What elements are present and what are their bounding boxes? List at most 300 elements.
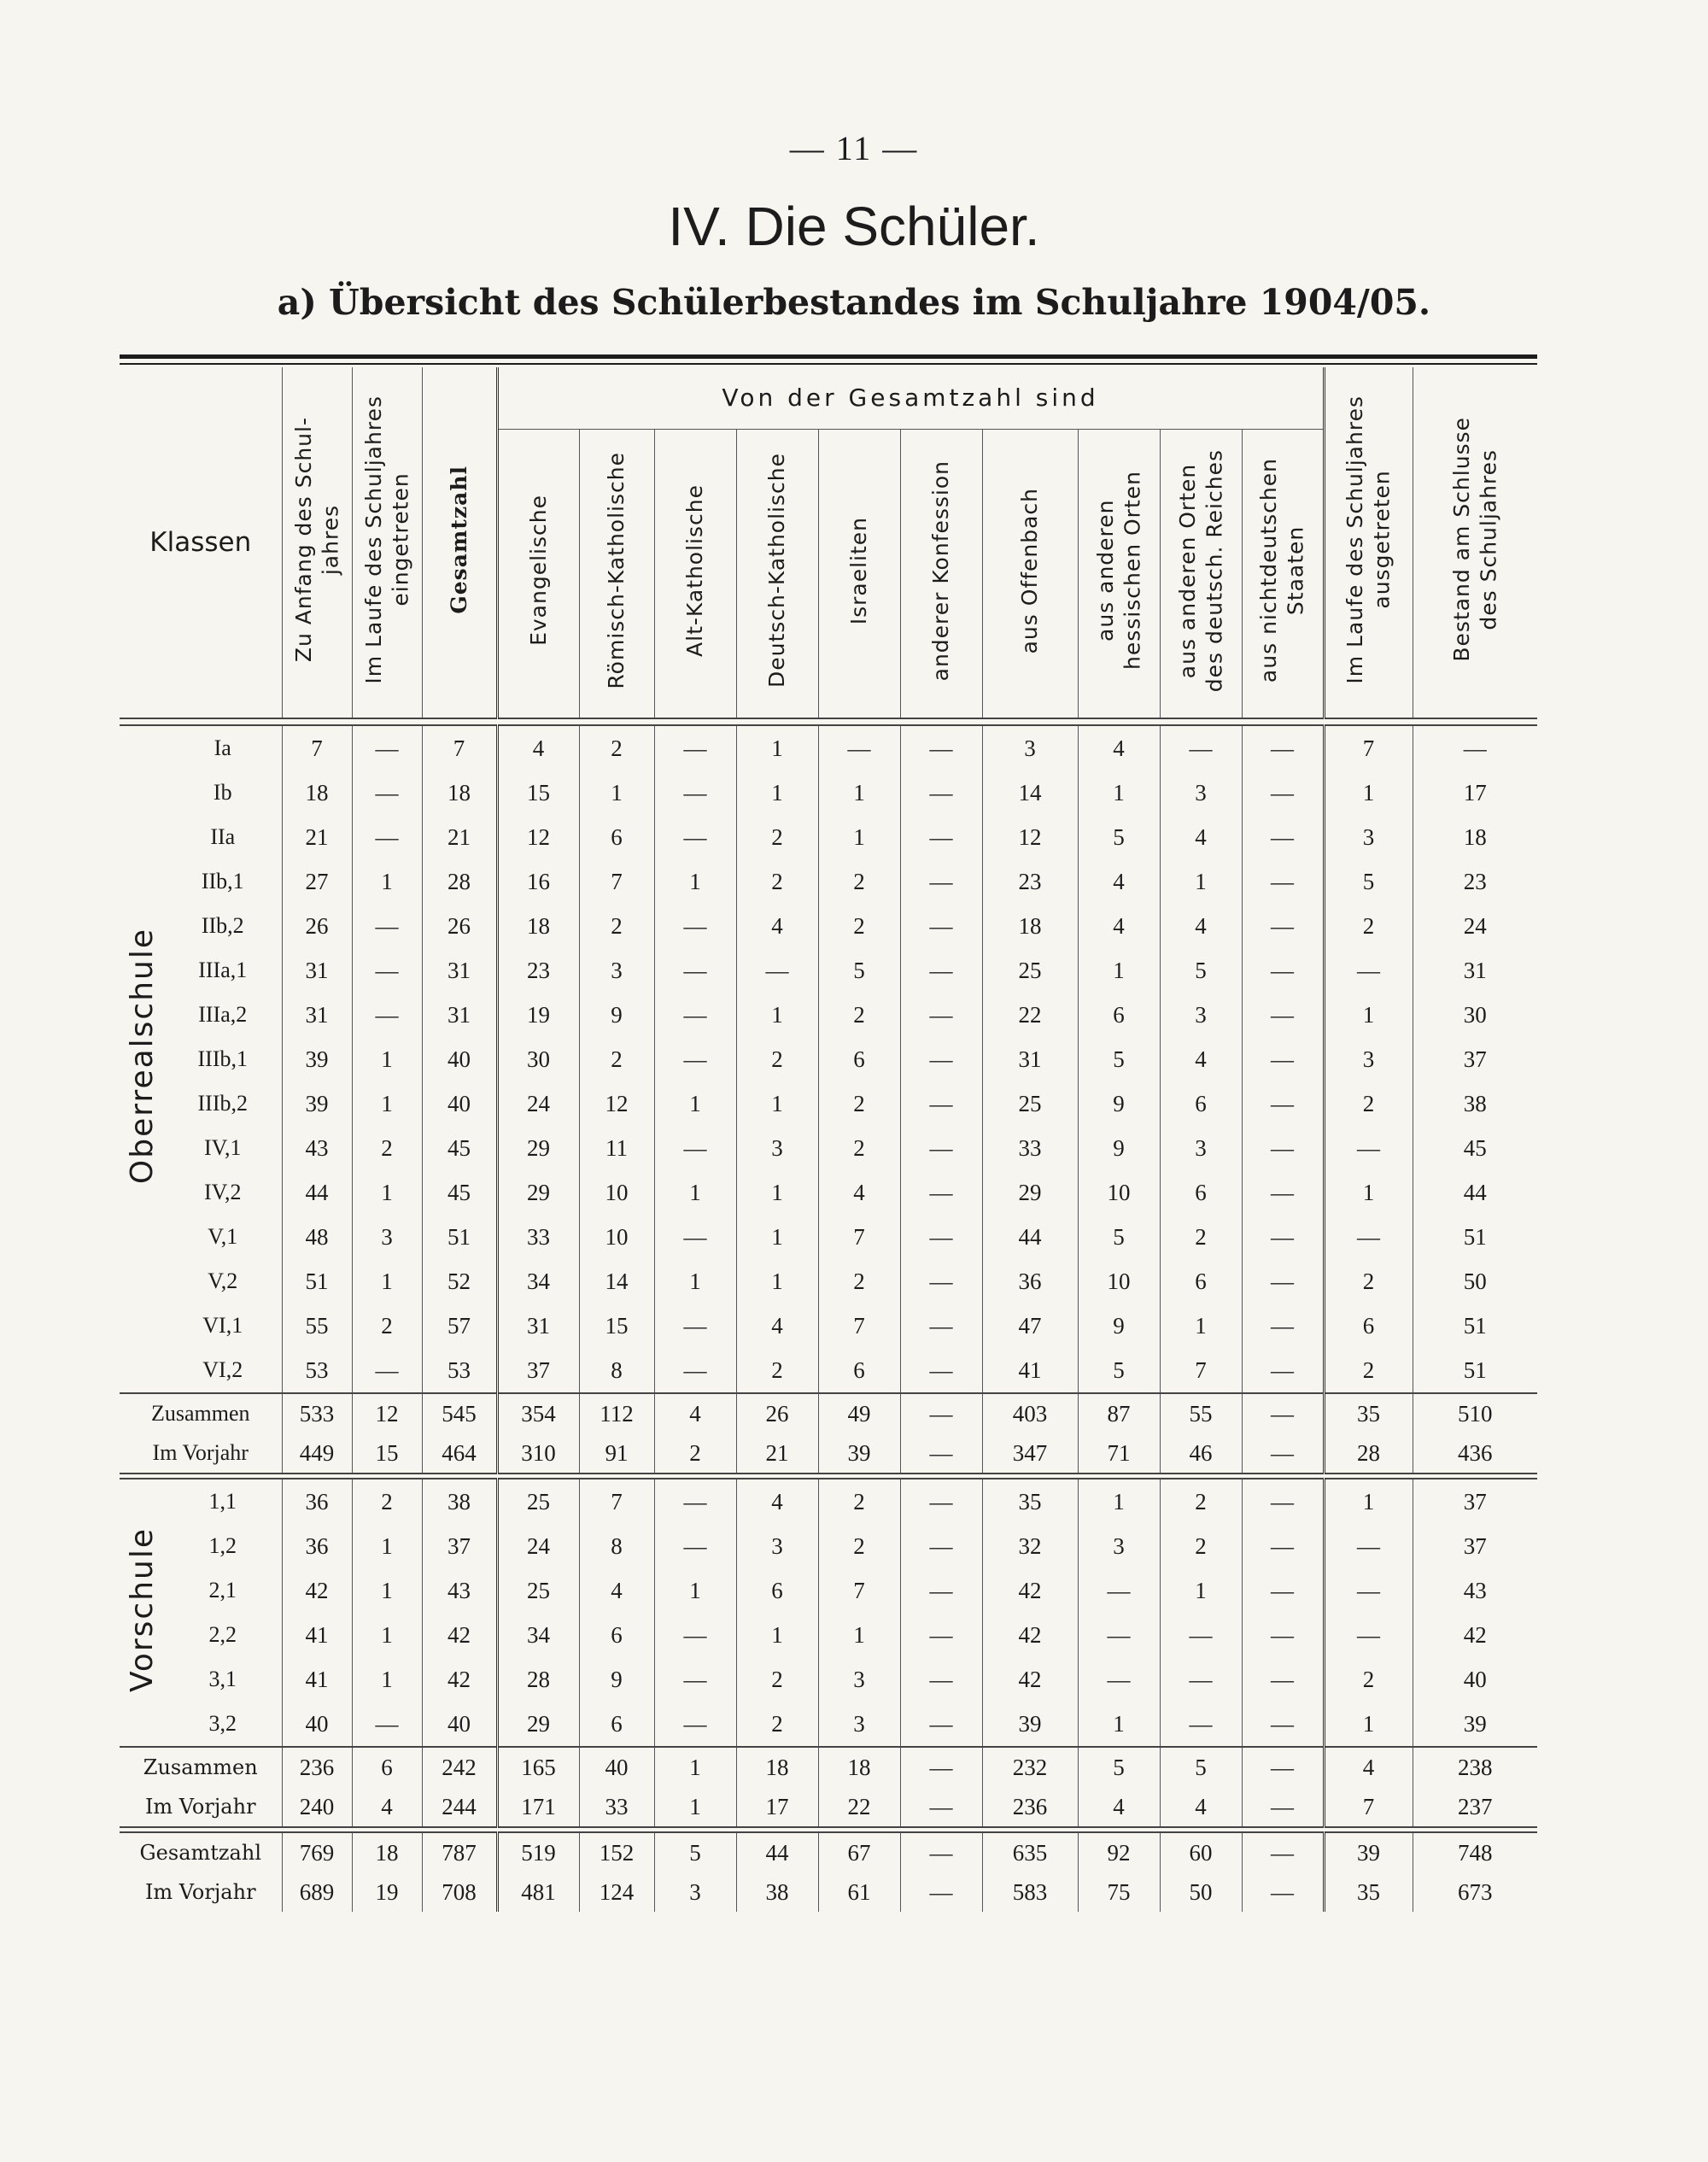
table-cell: 3 <box>1324 1037 1413 1081</box>
table-cell: 25 <box>982 1081 1078 1126</box>
column-header-text: aus anderen Orten des deutsch. Reiches <box>1174 448 1226 692</box>
column-header-text: Israeliten <box>846 516 872 624</box>
column-header-text: Römisch-Katholische <box>604 451 629 689</box>
table-cell: — <box>1242 1304 1324 1348</box>
class-label: IV,2 <box>203 1180 242 1204</box>
table-row <box>120 1348 1537 1393</box>
class-label: VI,2 <box>202 1357 243 1382</box>
table-cell: 39 <box>982 1702 1078 1747</box>
table-cell: 7 <box>818 1215 900 1259</box>
table-cell: — <box>1078 1613 1160 1657</box>
student-table <box>120 367 1537 1912</box>
class-label: IIa <box>210 824 236 849</box>
table-row <box>120 1037 1537 1081</box>
table-cell: 60 <box>1160 1832 1242 1872</box>
table-cell: 1 <box>654 1787 736 1827</box>
table-cell: 21 <box>736 1433 818 1474</box>
table-cell: 8 <box>579 1524 654 1568</box>
table-cell: 1 <box>1078 1702 1160 1747</box>
table-cell: 242 <box>422 1747 497 1787</box>
table-cell: 2 <box>1160 1524 1242 1568</box>
table-cell: 689 <box>282 1872 352 1912</box>
table-cell: 9 <box>1078 1304 1160 1348</box>
table-cell: 4 <box>736 904 818 948</box>
column-header <box>654 429 736 718</box>
table-cell: 3 <box>1160 993 1242 1037</box>
table-cell: 583 <box>982 1872 1078 1912</box>
table-cell: 31 <box>282 993 352 1037</box>
table-cell: 2 <box>1324 1657 1413 1702</box>
table-cell: 4 <box>1078 725 1160 770</box>
column-header-text: aus anderen hessischen Orten <box>1092 471 1144 671</box>
table-cell: — <box>352 904 422 948</box>
column-header-text: Bestand am Schlusse des Schuljahres <box>1449 417 1501 662</box>
class-label: VI,1 <box>202 1313 243 1338</box>
table-cell: 39 <box>282 1081 352 1126</box>
table-cell: 1 <box>352 1259 422 1304</box>
table-cell: 18 <box>982 904 1078 948</box>
table-cell: — <box>1242 993 1324 1037</box>
grand-label: Gesamtzahl <box>139 1841 261 1865</box>
table-cell: 40 <box>422 1081 497 1126</box>
table-cell: 1 <box>579 770 654 815</box>
table-cell: 2 <box>579 725 654 770</box>
table-cell: 4 <box>1078 1787 1160 1827</box>
table-cell: 2 <box>736 1348 818 1393</box>
table-cell: 42 <box>982 1568 1078 1613</box>
table-cell: — <box>1242 1215 1324 1259</box>
table-cell: — <box>900 1872 982 1912</box>
column-header-text: Deutsch-Katholische <box>764 453 790 688</box>
table-cell: 2 <box>818 1126 900 1170</box>
table-cell: — <box>900 1037 982 1081</box>
table-cell: 37 <box>497 1348 579 1393</box>
class-label: 1,1 <box>208 1489 237 1514</box>
table-cell: 3 <box>736 1524 818 1568</box>
table-cell: 35 <box>982 1479 1078 1524</box>
table-cell: 42 <box>982 1613 1078 1657</box>
table-cell: — <box>1242 1613 1324 1657</box>
table-row <box>120 770 1537 815</box>
sum-row <box>120 1433 1537 1474</box>
table-cell: 7 <box>579 1479 654 1524</box>
table-cell: 4 <box>818 1170 900 1215</box>
table-cell: — <box>654 1479 736 1524</box>
table-cell: — <box>654 1215 736 1259</box>
table-cell: — <box>900 725 982 770</box>
table-cell: 28 <box>1324 1433 1413 1474</box>
table-cell: — <box>654 1037 736 1081</box>
table-cell: 15 <box>352 1433 422 1474</box>
table-cell: 34 <box>497 1613 579 1657</box>
table-cell: 49 <box>818 1393 900 1433</box>
table-cell: — <box>1242 1872 1324 1912</box>
table-cell: 23 <box>982 859 1078 904</box>
table-cell: 6 <box>579 1613 654 1657</box>
group-label: Vorschule <box>124 1527 160 1692</box>
table-cell: 124 <box>579 1872 654 1912</box>
table-cell: 31 <box>422 948 497 993</box>
class-label: V,1 <box>208 1224 238 1249</box>
table-cell: 37 <box>1413 1524 1537 1568</box>
table-cell: — <box>900 1747 982 1787</box>
table-cell: 51 <box>1413 1215 1537 1259</box>
table-cell: 2 <box>818 1081 900 1126</box>
table-cell: 635 <box>982 1832 1078 1872</box>
table-cell: 23 <box>1413 859 1537 904</box>
column-header <box>1413 367 1537 718</box>
column-header <box>900 429 982 718</box>
table-cell: 44 <box>282 1170 352 1215</box>
table-cell: — <box>654 948 736 993</box>
table-cell: 2 <box>1160 1479 1242 1524</box>
table-cell: 18 <box>352 1832 422 1872</box>
column-header <box>497 429 579 718</box>
table-cell: 1 <box>654 1747 736 1787</box>
table-cell: 42 <box>982 1657 1078 1702</box>
column-header-text: aus Offenbach <box>1017 487 1043 653</box>
table-cell: 31 <box>497 1304 579 1348</box>
table-row <box>120 1568 1537 1613</box>
table-cell: 37 <box>1413 1479 1537 1524</box>
table-cell: — <box>1242 1747 1324 1787</box>
table-cell: 50 <box>1413 1259 1537 1304</box>
table-cell: 236 <box>982 1787 1078 1827</box>
table-cell: 45 <box>422 1126 497 1170</box>
table-cell: — <box>654 904 736 948</box>
table-cell: 10 <box>579 1170 654 1215</box>
table-cell: 33 <box>982 1126 1078 1170</box>
table-cell: 244 <box>422 1787 497 1827</box>
table-cell: — <box>1242 1126 1324 1170</box>
table-cell: — <box>1160 1702 1242 1747</box>
table-cell: 2 <box>818 993 900 1037</box>
table-cell: — <box>1160 1613 1242 1657</box>
table-cell: 2 <box>736 1702 818 1747</box>
table-cell: — <box>1242 1832 1324 1872</box>
table-cell: 1 <box>1160 859 1242 904</box>
table-cell: 2 <box>736 859 818 904</box>
column-header <box>982 429 1078 718</box>
table-cell: — <box>900 1568 982 1613</box>
column-header-text: anderer Konfession <box>928 460 954 681</box>
group-label-cell <box>120 1479 164 1747</box>
table-cell: — <box>352 815 422 859</box>
table-cell: 22 <box>818 1787 900 1827</box>
table-cell: 43 <box>282 1126 352 1170</box>
table-cell: 45 <box>1413 1126 1537 1170</box>
table-cell: 7 <box>282 725 352 770</box>
table-cell: 40 <box>1413 1657 1537 1702</box>
table-cell: — <box>654 1524 736 1568</box>
table-cell: 18 <box>736 1747 818 1787</box>
table-cell: 4 <box>736 1479 818 1524</box>
table-cell: 42 <box>422 1613 497 1657</box>
table-cell: 23 <box>497 948 579 993</box>
column-header <box>1160 429 1242 718</box>
table-cell: 21 <box>422 815 497 859</box>
table-cell: — <box>1242 1393 1324 1433</box>
table-cell: 40 <box>579 1747 654 1787</box>
table-cell: 75 <box>1078 1872 1160 1912</box>
table-cell: 2 <box>736 1657 818 1702</box>
table-cell: 43 <box>1413 1568 1537 1613</box>
table-cell: 19 <box>497 993 579 1037</box>
table-cell: 1 <box>1324 993 1413 1037</box>
table-cell: 403 <box>982 1393 1078 1433</box>
table-cell: 6 <box>352 1747 422 1787</box>
table-cell: 6 <box>1160 1081 1242 1126</box>
table-cell: 27 <box>282 859 352 904</box>
table-cell: 7 <box>422 725 497 770</box>
table-cell: 5 <box>1078 1348 1160 1393</box>
table-cell: 6 <box>1078 993 1160 1037</box>
table-row <box>120 1613 1537 1657</box>
table-cell: 7 <box>1324 725 1413 770</box>
top-rule <box>120 354 1537 359</box>
table-cell: 1 <box>1324 1170 1413 1215</box>
table-cell: 7 <box>818 1568 900 1613</box>
table-row <box>120 948 1537 993</box>
table-cell: 6 <box>1324 1304 1413 1348</box>
table-cell: 5 <box>1078 1215 1160 1259</box>
table-cell: 2 <box>579 904 654 948</box>
table-cell: 1 <box>352 1037 422 1081</box>
table-cell: 48 <box>282 1215 352 1259</box>
table-cell: — <box>1160 725 1242 770</box>
table-cell: 43 <box>422 1568 497 1613</box>
table-cell: — <box>900 1348 982 1393</box>
table-cell: 29 <box>497 1170 579 1215</box>
table-cell: — <box>654 1613 736 1657</box>
table-cell: 44 <box>982 1215 1078 1259</box>
table-cell: 92 <box>1078 1832 1160 1872</box>
table-cell: — <box>818 725 900 770</box>
table-cell: 1 <box>736 1081 818 1126</box>
table-cell: 37 <box>422 1524 497 1568</box>
table-cell: 112 <box>579 1393 654 1433</box>
table-cell: 708 <box>422 1872 497 1912</box>
table-cell: 9 <box>579 993 654 1037</box>
table-cell: 51 <box>422 1215 497 1259</box>
table-cell: — <box>1242 1568 1324 1613</box>
table-cell: 87 <box>1078 1393 1160 1433</box>
table-cell: 1 <box>1160 1568 1242 1613</box>
column-header <box>282 367 352 718</box>
table-cell: 36 <box>282 1524 352 1568</box>
table-cell: 152 <box>579 1832 654 1872</box>
table-cell: — <box>1242 770 1324 815</box>
table-cell: — <box>1078 1657 1160 1702</box>
table-cell: 10 <box>1078 1259 1160 1304</box>
table-cell: 5 <box>1160 1747 1242 1787</box>
table-cell: 22 <box>982 993 1078 1037</box>
table-cell: 53 <box>422 1348 497 1393</box>
group-header: Von der Gesamtzahl sind <box>497 367 1324 429</box>
table-row <box>120 1170 1537 1215</box>
table-cell: 3 <box>818 1702 900 1747</box>
table-cell: — <box>1242 725 1324 770</box>
class-label: 3,1 <box>208 1667 237 1691</box>
table-cell: 232 <box>982 1747 1078 1787</box>
table-cell: 2 <box>1324 904 1413 948</box>
column-header-text: Gesamtzahl <box>446 465 471 614</box>
table-cell: 2 <box>818 859 900 904</box>
table-cell: 12 <box>352 1393 422 1433</box>
table-cell: 3 <box>1160 770 1242 815</box>
table-cell: 2 <box>736 1037 818 1081</box>
table-cell: 28 <box>497 1657 579 1702</box>
class-label: 2,1 <box>208 1578 237 1602</box>
table-cell: 38 <box>736 1872 818 1912</box>
table-cell: — <box>1324 1613 1413 1657</box>
column-header <box>1078 429 1160 718</box>
table-cell: 41 <box>282 1613 352 1657</box>
table-cell: 1 <box>352 1613 422 1657</box>
sum-label: Zusammen <box>120 1747 282 1787</box>
table-cell: — <box>900 815 982 859</box>
table-cell: 2 <box>1324 1259 1413 1304</box>
table-cell: 2 <box>818 904 900 948</box>
table-cell: — <box>1242 904 1324 948</box>
class-label: Ia <box>214 735 231 760</box>
table-cell: 18 <box>422 770 497 815</box>
table-cell: 6 <box>1160 1259 1242 1304</box>
table-cell: 24 <box>497 1081 579 1126</box>
table-cell: 5 <box>1160 948 1242 993</box>
table-cell: 673 <box>1413 1872 1537 1912</box>
table-cell: — <box>900 1702 982 1747</box>
table-cell: — <box>1324 1568 1413 1613</box>
table-cell: 12 <box>497 815 579 859</box>
table-cell: 10 <box>579 1215 654 1259</box>
table-row <box>120 1215 1537 1259</box>
table-cell: 1 <box>736 1215 818 1259</box>
table-cell: 18 <box>1413 815 1537 859</box>
table-cell: 354 <box>497 1393 579 1433</box>
table-cell: 1 <box>1324 770 1413 815</box>
table-cell: 52 <box>422 1259 497 1304</box>
table-cell: 2 <box>818 1479 900 1524</box>
table-cell: 4 <box>1160 815 1242 859</box>
table-cell: 5 <box>654 1832 736 1872</box>
table-cell: 41 <box>282 1657 352 1702</box>
table-cell: 24 <box>497 1524 579 1568</box>
table-cell: — <box>900 1613 982 1657</box>
table-cell: 42 <box>1413 1613 1537 1657</box>
table-cell: 53 <box>282 1348 352 1393</box>
class-label: IIb,2 <box>201 913 244 938</box>
table-cell: — <box>1242 1479 1324 1524</box>
table-cell: 39 <box>1324 1832 1413 1872</box>
table-cell: 26 <box>736 1393 818 1433</box>
table-cell: 61 <box>818 1872 900 1912</box>
table-cell: 18 <box>497 904 579 948</box>
class-label: IIIa,2 <box>198 1002 248 1027</box>
table-cell: 4 <box>1324 1747 1413 1787</box>
table-cell: 1 <box>818 815 900 859</box>
table-cell: 171 <box>497 1787 579 1827</box>
table-cell: 510 <box>1413 1393 1537 1433</box>
table-cell: 33 <box>579 1787 654 1827</box>
table-row <box>120 1479 1537 1524</box>
table-cell: — <box>900 993 982 1037</box>
table-cell: 38 <box>1413 1081 1537 1126</box>
class-label: Ib <box>213 780 232 805</box>
table-cell: 16 <box>497 859 579 904</box>
table-cell: — <box>900 1832 982 1872</box>
class-label: IIIb,1 <box>197 1046 248 1071</box>
table-cell: 15 <box>497 770 579 815</box>
table-cell: 26 <box>422 904 497 948</box>
table-cell: 55 <box>282 1304 352 1348</box>
table-cell: 6 <box>818 1037 900 1081</box>
table-cell: 1 <box>352 1657 422 1702</box>
table-row <box>120 904 1537 948</box>
table-cell: 6 <box>736 1568 818 1613</box>
table-cell: 533 <box>282 1393 352 1433</box>
table-cell: 1 <box>736 993 818 1037</box>
table-cell: 9 <box>579 1657 654 1702</box>
table-cell: — <box>1242 1524 1324 1568</box>
class-label: 2,2 <box>208 1622 237 1647</box>
table-cell: 3 <box>352 1215 422 1259</box>
table-cell: — <box>352 725 422 770</box>
table-cell: 3 <box>1160 1126 1242 1170</box>
column-header-text: Evangelische <box>525 495 551 647</box>
table-cell: 36 <box>982 1259 1078 1304</box>
table-cell: 3 <box>579 948 654 993</box>
table-cell: 34 <box>497 1259 579 1304</box>
table-cell: 1 <box>818 1613 900 1657</box>
table-cell: 2 <box>579 1037 654 1081</box>
table-cell: — <box>654 1702 736 1747</box>
table-cell: — <box>352 770 422 815</box>
column-header-text: Alt-Katholische <box>682 483 708 657</box>
table-cell: 769 <box>282 1832 352 1872</box>
table-cell: 18 <box>818 1747 900 1787</box>
table-cell: 1 <box>352 1524 422 1568</box>
table-cell: 12 <box>579 1081 654 1126</box>
class-label: IIIa,1 <box>198 958 248 982</box>
table-cell: — <box>1324 1215 1413 1259</box>
table-cell: — <box>900 1657 982 1702</box>
table-cell: 30 <box>497 1037 579 1081</box>
table-head <box>120 367 1537 718</box>
table-cell: 71 <box>1078 1433 1160 1474</box>
table-cell: 51 <box>1413 1348 1537 1393</box>
table-cell: — <box>1324 948 1413 993</box>
table-cell: 1 <box>736 1259 818 1304</box>
table-cell: 21 <box>282 815 352 859</box>
table-cell: — <box>352 1702 422 1747</box>
table-cell: — <box>900 1126 982 1170</box>
table-cell: 1 <box>654 859 736 904</box>
table-cell: 31 <box>422 993 497 1037</box>
table-cell: 1 <box>654 1081 736 1126</box>
table-cell: — <box>1413 725 1537 770</box>
table-cell: 39 <box>282 1037 352 1081</box>
table-cell: 1 <box>1078 1479 1160 1524</box>
table-row <box>120 1702 1537 1747</box>
page-number: — 11 — <box>789 129 919 167</box>
table-cell: 47 <box>982 1304 1078 1348</box>
table-cell: 30 <box>1413 993 1537 1037</box>
table-cell: 29 <box>982 1170 1078 1215</box>
table-cell: 5 <box>818 948 900 993</box>
table-cell: — <box>1324 1126 1413 1170</box>
table-row <box>120 993 1537 1037</box>
